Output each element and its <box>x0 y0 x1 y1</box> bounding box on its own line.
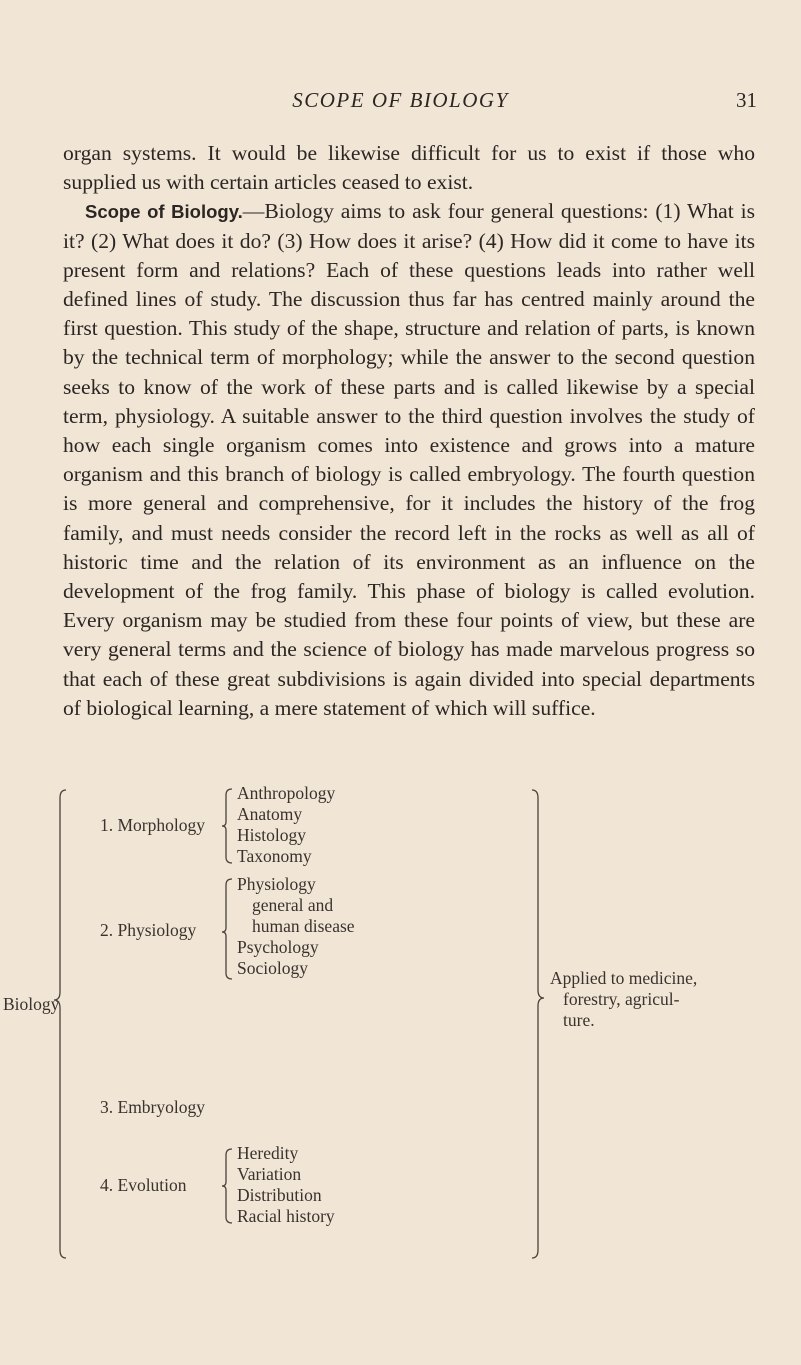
physiology-child: Physiology <box>237 874 316 894</box>
branch-evolution: 4. Evolution <box>100 1175 187 1195</box>
branch-morphology: 1. Morphology <box>100 815 205 835</box>
running-title: SCOPE OF BIOLOGY <box>292 88 509 112</box>
evolution-child: Heredity <box>237 1143 299 1163</box>
physiology-child: Sociology <box>237 958 308 978</box>
physiology-child: human disease <box>252 916 355 936</box>
physiology-brace <box>222 879 232 979</box>
evolution-child: Variation <box>237 1164 302 1184</box>
branch-embryology: 3. Embryology <box>100 1097 205 1117</box>
applied-note-line: Applied to medicine, <box>550 968 698 988</box>
diagram-root: Biology <box>3 994 60 1014</box>
morphology-child: Histology <box>237 825 307 845</box>
applied-note-line: ture. <box>563 1010 595 1030</box>
physiology-child: general and <box>252 895 334 915</box>
paragraph-1: organ systems. It would be likewise difficult for us to exist if those who supplied us with certain articles ceased to exist. <box>63 141 755 195</box>
physiology-child: Psychology <box>237 937 319 957</box>
applied-brace <box>532 790 544 1258</box>
evolution-brace <box>222 1149 232 1223</box>
applied-note-line: forestry, agricul- <box>563 989 680 1009</box>
morphology-child: Anatomy <box>237 804 303 824</box>
morphology-child: Anthropology <box>237 783 336 803</box>
section-heading: Scope of Biology. <box>85 201 243 223</box>
evolution-child: Distribution <box>237 1185 322 1205</box>
page-number: 31 <box>736 88 757 112</box>
paragraph-2 <box>63 197 755 723</box>
root-brace <box>54 790 66 1258</box>
body-text <box>63 139 755 723</box>
page-header <box>0 88 801 118</box>
branch-physiology: 2. Physiology <box>100 920 197 940</box>
evolution-child: Racial history <box>237 1206 335 1226</box>
paragraph-2-text: —Biology aims to ask four general questions: (1) What is it? (2) What does it do? (3) How does it arise? (4) How did it come to have its present form and relations? Each of these questions leads into rather well defined lines of study. The discussion thus far has centred mainly around the first question. This study of the shape, structure and relation of parts, is known by the technical term of morphology; while the answer to the second question seeks to know of the work of these parts and is called likewise by a special term, physiology. A suitable answer to the third question involves the study of how each single organism comes into existence and grows into a mature organism and this branch of biology is called embryology. The fourth question is more general and comprehensive, for it includes the history of the frog family, and must needs consider the record left in the rocks as well as all of historic time and the relation of its environment as an influence on the development of the frog family. This phase of biology is called evolution. Every organism may be studied from these four points of view, but these are very general terms and the science of biology has made marvelous progress so that each of these great subdivisions is again divided into special departments of biological learning, a mere statement of which will suffice. <box>63 199 755 720</box>
morphology-brace <box>222 789 232 863</box>
morphology-child: Taxonomy <box>237 846 312 866</box>
